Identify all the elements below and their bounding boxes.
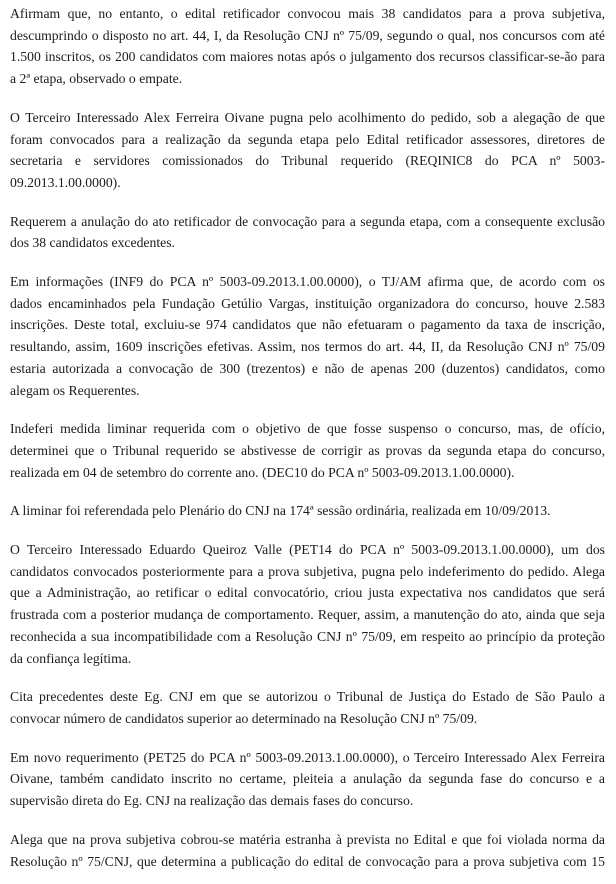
- text-line: 1.500 inscritos, os 200 candidatos com maiores notas após o julgamento dos recursos classificar-se-ão para: [10, 49, 605, 65]
- text-line: frustrada com a posterior mudança de comportamento. Requer, assim, a manutenção do ato, ainda que seja: [10, 607, 605, 623]
- text-line: Indeferi medida liminar requerida com o objetivo de que fosse suspenso o concurso, mas, de ofício,: [10, 421, 605, 437]
- paragraph: [10, 500, 605, 522]
- text-line: dos 38 candidatos excedentes.: [10, 235, 175, 251]
- text-line: Em novo requerimento (PET25 do PCA nº 5003-09.2013.1.00.0000), o Terceiro Interessado Alex Ferreira: [10, 749, 605, 765]
- paragraph: [10, 829, 605, 872]
- text-line: candidatos convocados posteriormente para a prova subjetiva, pugna pelo indeferimento do pedido. Alega: [10, 563, 605, 579]
- text-line: dados encaminhados pela Fundação Getúlio Vargas, instituição organizadora do concurso, houve 2.583: [10, 295, 605, 311]
- text-line: que a Administração, ao retificar o edital convocatório, criou justa expectativa nos candidatos que será: [10, 585, 605, 601]
- text-line: descumprindo o disposto no art. 44, I, da Resolução CNJ nº 75/09, segundo o qual, nos concursos com até: [10, 27, 605, 43]
- paragraph: [10, 539, 605, 669]
- text-line: O Terceiro Interessado Eduardo Queiroz Valle (PET14 do PCA nº 5003-09.2013.1.00.0000), um dos: [10, 542, 605, 558]
- text-line: reconhecida a sua incompatibilidade com a Resolução CNJ nº 75/09, em respeito ao princípio da proteção: [10, 628, 605, 644]
- text-line: determinei que o Tribunal requerido se abstivesse de corrigir as provas da segunda etapa do concurso,: [10, 442, 605, 458]
- text-line: realizada em 04 de setembro do corrente ano. (DEC10 do PCA nº 5003-09.2013.1.00.0000).: [10, 464, 515, 480]
- text-line: Afirmam que, no entanto, o edital retificador convocou mais 38 candidatos para a prova subjetiva,: [10, 6, 605, 21]
- paragraph: [10, 686, 605, 729]
- text-line: Oivane, também candidato inscrito no certame, pleiteia a anulação da segunda fase do concurso e a: [10, 771, 605, 787]
- text-line: alegam os Requerentes.: [10, 382, 140, 398]
- text-line: Requerem a anulação do ato retificador de convocação para a segunda etapa, com a consequente exclusão: [10, 213, 605, 229]
- text-line: foram convocados para a realização da segunda etapa pelo Edital retificador assessores, diretores de: [10, 131, 605, 147]
- text-line: A liminar foi referendada pelo Plenário do CNJ na 174ª sessão ordinária, realizada em 10/09/2013.: [10, 503, 551, 519]
- text-line: inscrições. Deste total, excluiu-se 974 candidatos que não efetuaram o pagamento da taxa de inscrição,: [10, 317, 605, 333]
- text-line: Resolução nº 75/CNJ, que determina a publicação do edital de convocação para a prova subjetiva com 15: [10, 853, 605, 869]
- paragraph: [10, 418, 605, 483]
- paragraph: [10, 211, 605, 254]
- paragraph: [10, 747, 605, 812]
- text-line: secretaria e servidores comissionados do Tribunal requerido (REQINIC8 do PCA nº 5003-: [10, 153, 605, 169]
- paragraph: [10, 107, 605, 194]
- text-line: 09.2013.1.00.0000).: [10, 174, 121, 190]
- paragraph: [10, 271, 605, 401]
- text-line: Alega que na prova subjetiva cobrou-se matéria estranha à prevista no Edital e que foi violada norma da: [10, 831, 605, 847]
- text-line: Em informações (INF9 do PCA nº 5003-09.2013.1.00.0000), o TJ/AM afirma que, de acordo com os: [10, 274, 605, 290]
- text-line: resultando, assim, 1609 inscrições efetivas. Assim, nos termos do art. 44, II, da Resolução CNJ nº 75/09: [10, 339, 605, 355]
- text-line: a 2ª etapa, observado o empate.: [10, 71, 183, 87]
- text-line: Cita precedentes deste Eg. CNJ em que se autorizou o Tribunal de Justiça do Estado de São Paulo a: [10, 689, 605, 705]
- text-line: supervisão direta do Eg. CNJ na realização das demais fases do concurso.: [10, 793, 414, 809]
- text-line: convocar número de candidatos superior ao determinado na Resolução CNJ nº 75/09.: [10, 710, 478, 726]
- text-line: da confiança legítima.: [10, 650, 132, 666]
- text-line: O Terceiro Interessado Alex Ferreira Oivane pugna pelo acolhimento do pedido, sob a alegação de que: [10, 109, 605, 125]
- text-line: estaria autorizada a convocação de 300 (trezentos) e não de apenas 200 (duzentos) candidatos, como: [10, 360, 605, 376]
- document-body: [10, 3, 605, 872]
- paragraph: [10, 3, 605, 90]
